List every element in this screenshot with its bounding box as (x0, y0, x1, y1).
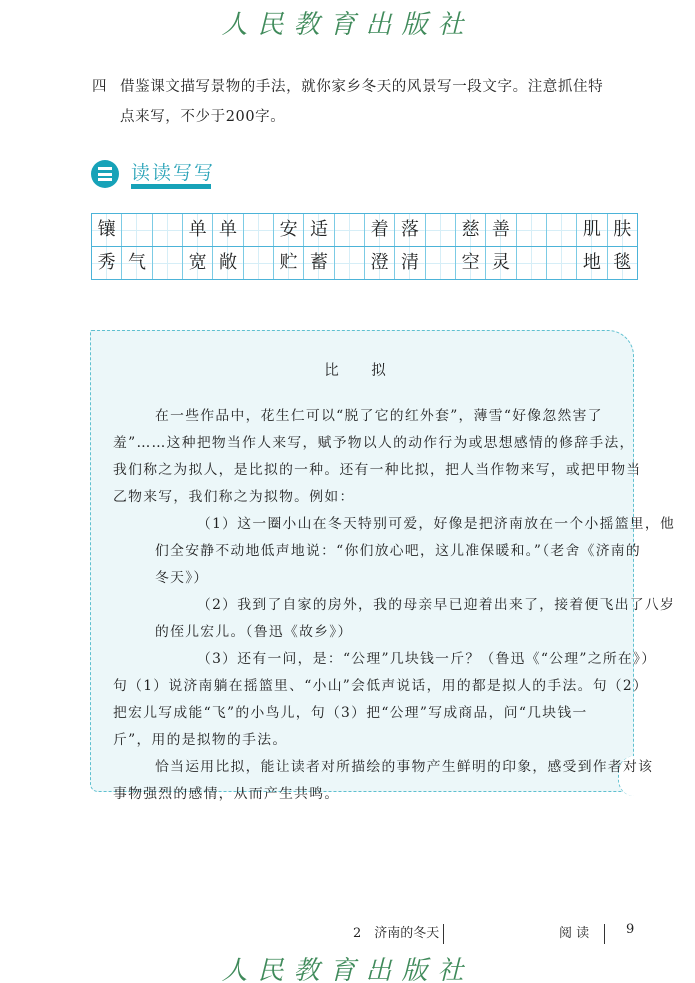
page-number: 9 (626, 922, 635, 937)
box-text-line: 冬天》） (155, 570, 209, 586)
box-text-line: 的侄儿宏儿。（鲁迅《故乡》） (155, 624, 353, 640)
grid-character: 单 (188, 219, 207, 240)
box-text-line: （2）我到了自家的房外，我的母亲早已迎着出来了，接着便飞出了八岁 (197, 597, 676, 613)
publisher-logo-header: 人民教育出版社 (221, 10, 474, 40)
grid-character: 空 (461, 252, 480, 273)
grid-cell (516, 247, 546, 279)
grid-character: 蓄 (309, 252, 328, 273)
question-line: 点来写，不少于200字。 (120, 109, 286, 125)
grid-cell (121, 247, 151, 279)
grid-character: 贮 (279, 252, 298, 273)
grid-cell (607, 247, 637, 279)
grid-character: 毯 (613, 252, 632, 273)
grid-character: 单 (218, 219, 237, 240)
grid-character: 镶 (97, 219, 116, 240)
grid-character: 适 (309, 219, 328, 240)
grid-character: 灵 (491, 252, 510, 273)
grid-row (92, 214, 637, 246)
grid-cell (243, 214, 273, 246)
grid-cell (364, 214, 394, 246)
box-text (113, 403, 676, 808)
grid-cell (334, 247, 364, 279)
grid-character: 落 (400, 219, 419, 240)
box-text-line: 羞”……这种把物当作人来写，赋予物以人的动作行为或思想感情的修辞手法， (113, 435, 635, 451)
grid-character: 肤 (613, 219, 632, 240)
grid-cell (546, 214, 576, 246)
section-title: 读读写写 (131, 162, 216, 184)
grid-character: 着 (370, 219, 389, 240)
grid-cell (394, 214, 424, 246)
box-title: 比 拟 (324, 363, 400, 379)
grid-character: 秀 (97, 252, 116, 273)
grid-cell (182, 247, 212, 279)
box-text-line: 们全安静不动地低声地说：“你们放心吧，这儿准保暖和。”（老舍《济南的 (155, 543, 642, 559)
grid-cell (576, 247, 606, 279)
section-underline (131, 184, 211, 189)
box-text-line: （3）还有一问，是：“公理”几块钱一斤？（鲁迅《“公理”之所在》） (197, 651, 657, 667)
exercise-question (92, 72, 642, 132)
grid-character: 澄 (370, 252, 389, 273)
box-text-line: 斤”，用的是拟物的手法。 (113, 732, 288, 748)
grid-character: 慈 (461, 219, 480, 240)
box-text-line: 事物强烈的感情，从而产生共鸣。 (113, 786, 340, 802)
grid-cell (212, 214, 242, 246)
grid-cell (243, 247, 273, 279)
grid-character: 安 (279, 219, 298, 240)
footer-divider (604, 924, 605, 944)
grid-cell (425, 214, 455, 246)
box-text-line: 我们称之为拟人，是比拟的一种。还有一种比拟，把人当作物来写，或把甲物当 (113, 462, 642, 478)
grid-cell (303, 247, 333, 279)
knowledge-box (90, 330, 676, 802)
words-grid (91, 213, 638, 280)
grid-character: 善 (491, 219, 510, 240)
grid-cell (334, 214, 364, 246)
footer-unit: 阅 读 (559, 926, 590, 941)
grid-character: 清 (400, 252, 419, 273)
question-number: 四 (92, 79, 107, 95)
grid-cell (485, 214, 515, 246)
box-text-line: （1）这一圈小山在冬天特别可爱，好像是把济南放在一个小摇篮里，他 (197, 516, 676, 532)
grid-cell (364, 247, 394, 279)
grid-cell (152, 214, 182, 246)
grid-character: 敞 (218, 252, 237, 273)
grid-cell (273, 214, 303, 246)
grid-cell (182, 214, 212, 246)
grid-cell (92, 247, 121, 279)
grid-cell (394, 247, 424, 279)
grid-cell (121, 214, 151, 246)
box-text-line: 恰当运用比拟，能让读者对所描绘的事物产生鲜明的印象，感受到作者对该 (155, 759, 654, 775)
grid-row (92, 246, 637, 279)
grid-cell (576, 214, 606, 246)
grid-cell (92, 214, 121, 246)
box-text-line: 句（1）说济南躺在摇篮里、“小山”会低声说话，用的都是拟人的手法。句（2） (113, 678, 649, 694)
publisher-logo-footer: 人民教育出版社 (221, 956, 474, 983)
grid-cell (455, 214, 485, 246)
grid-cell (546, 247, 576, 279)
grid-cell (455, 247, 485, 279)
grid-character: 肌 (582, 219, 601, 240)
box-text-line: 乙物来写，我们称之为拟物。例如： (113, 489, 355, 505)
grid-character: 宽 (188, 252, 207, 273)
grid-cell (212, 247, 242, 279)
footer-lesson: 2 济南的冬天 (353, 926, 440, 941)
box-text-line: 在一些作品中，花生仁可以“脱了它的红外套”，薄雪“好像忽然害了 (155, 408, 603, 424)
question-line: 借鉴课文描写景物的手法，就你家乡冬天的风景写一段文字。注意抓住特 (120, 79, 604, 95)
grid-cell (425, 247, 455, 279)
grid-cell (152, 247, 182, 279)
grid-character: 地 (582, 252, 601, 273)
grid-character: 气 (127, 252, 146, 273)
grid-cell (485, 247, 515, 279)
section-list-icon (91, 160, 119, 188)
grid-cell (607, 214, 637, 246)
grid-cell (516, 214, 546, 246)
grid-cell (303, 214, 333, 246)
grid-cell (273, 247, 303, 279)
footer-divider (443, 924, 444, 944)
box-text-line: 把宏儿写成能“飞”的小鸟儿，句（3）把“公理”写成商品，问“几块钱一 (113, 705, 588, 721)
